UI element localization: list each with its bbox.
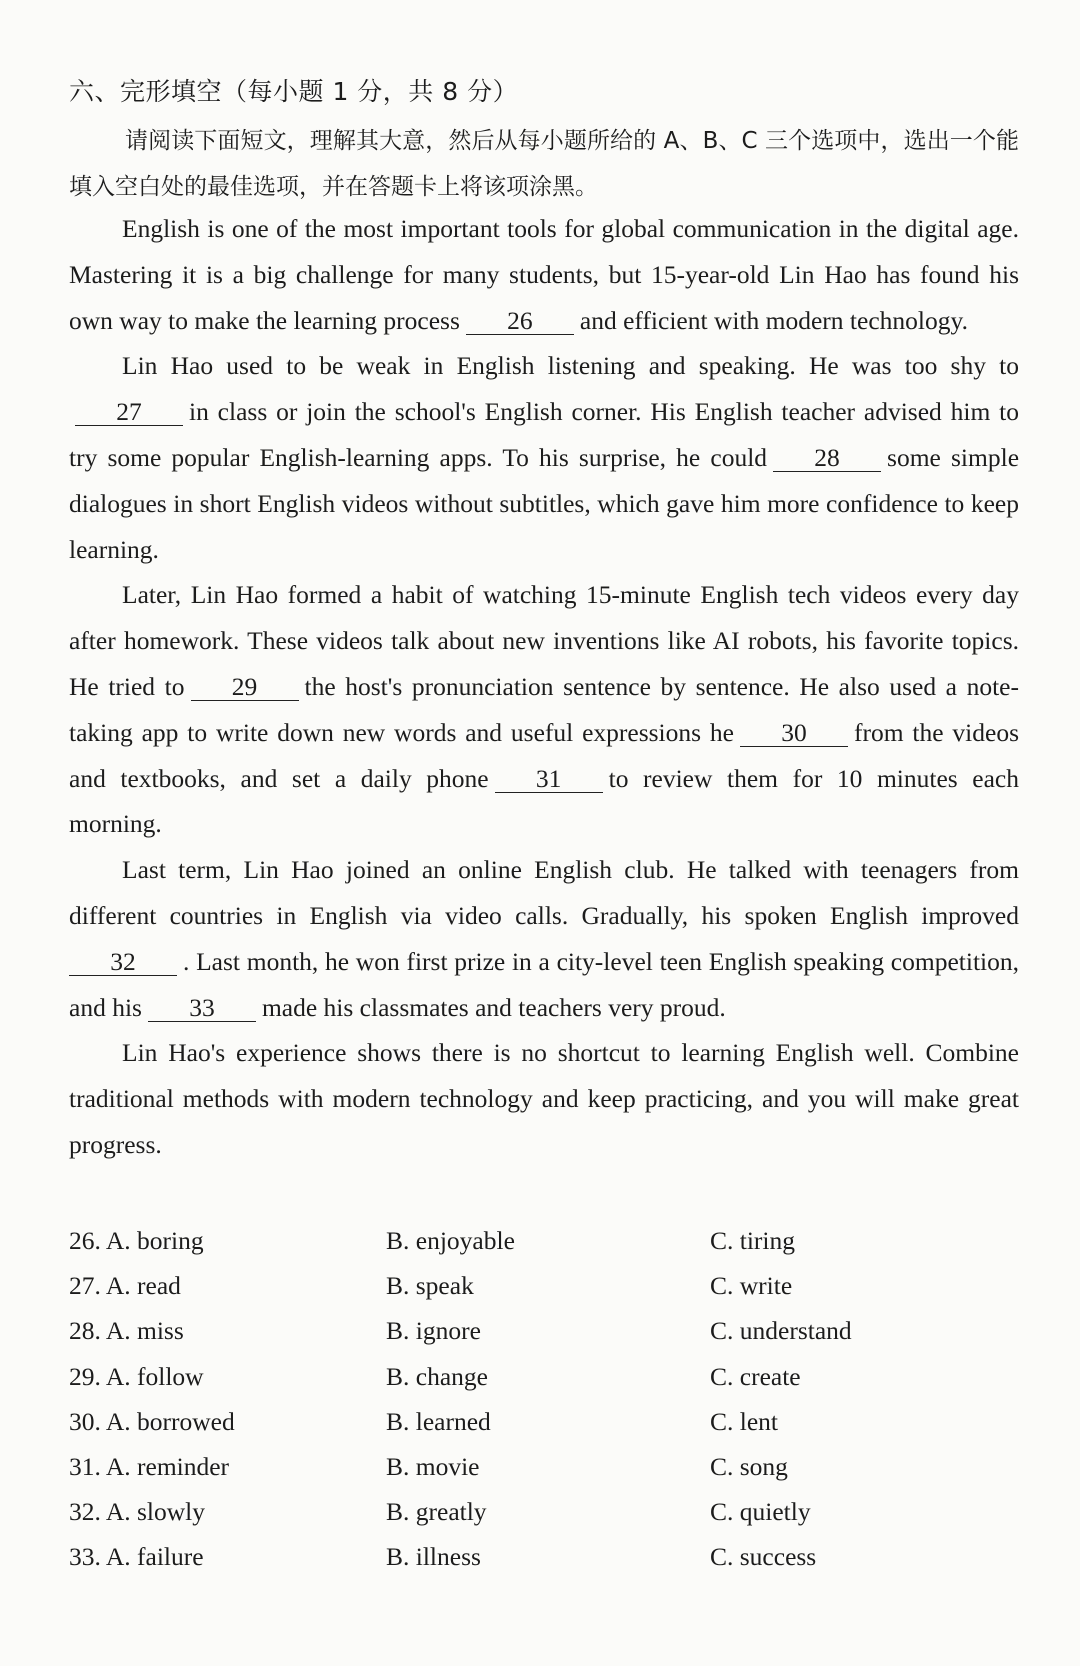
options-list	[69, 1226, 1019, 1588]
option-b: B. illness	[386, 1542, 481, 1572]
text: and efficient with modern technology.	[579, 305, 968, 335]
text: the host's pronunciation sentence by sentence. He also used a note-taking app to write down new words and useful expressions he	[69, 671, 1019, 747]
text: Lin Hao used to be weak in English listening and speaking. He was too shy to	[122, 351, 1019, 381]
option-c: C. write	[710, 1271, 793, 1301]
option-c: C. quietly	[710, 1497, 811, 1527]
option-row-26	[69, 1226, 1019, 1271]
option-a: 31. A. reminder	[69, 1451, 230, 1481]
option-c: C. tiring	[710, 1226, 796, 1255]
option-c: C. lent	[710, 1406, 778, 1436]
option-a: 26. A. boring	[69, 1226, 204, 1255]
option-b: B. ignore	[386, 1316, 481, 1346]
option-row-33	[69, 1542, 1019, 1587]
instructions: 请阅读下面短文，理解其大意，然后从每小题所给的 A、B、C 三个选项中，选出一个能填入空白处的最佳选项，并在答题卡上将该项涂黑。	[69, 128, 1019, 200]
option-row-27	[69, 1271, 1019, 1316]
blank-30: 30	[740, 720, 848, 747]
blank-28: 28	[773, 445, 881, 472]
text: Later, Lin Hao formed a habit of watching 15-minute English tech videos every day after homework. These videos talk about new inventions like AI robots, his favorite topics. He tried to	[69, 580, 1019, 701]
option-a: 33. A. failure	[69, 1542, 204, 1572]
blank-26: 26	[466, 308, 574, 335]
blank-31: 31	[495, 766, 603, 793]
blank-29: 29	[191, 674, 299, 701]
option-b: B. change	[386, 1361, 488, 1391]
text: from the videos and textbooks, and set a daily phone	[69, 717, 1019, 793]
section-title: 六、完形填空（每小题 1 分，共 8 分）	[69, 77, 519, 106]
option-row-32	[69, 1497, 1019, 1542]
text: made his classmates and teachers very proud.	[261, 992, 726, 1022]
option-c: C. create	[710, 1361, 801, 1391]
text: to review them for 10 minutes each morning.	[69, 763, 1020, 839]
paragraph-5: Lin Hao's experience shows there is no shortcut to learning English well. Combine traditional methods with modern technology and keep practicing, and you will make great progress.	[69, 1038, 1019, 1159]
blank-33: 33	[148, 995, 256, 1022]
option-row-28	[69, 1316, 1019, 1361]
option-row-29	[69, 1362, 1019, 1407]
option-a: 27. A. read	[69, 1271, 181, 1301]
passage	[69, 206, 1019, 1168]
paragraph-1	[69, 206, 1019, 343]
option-c: C. song	[710, 1451, 788, 1481]
option-a: 30. A. borrowed	[69, 1406, 235, 1436]
blank-32: 32	[69, 949, 177, 976]
paragraph-2	[69, 343, 1019, 572]
blank-27: 27	[75, 399, 183, 426]
option-row-30	[69, 1407, 1019, 1452]
option-a: 32. A. slowly	[69, 1497, 206, 1527]
option-b: B. speak	[386, 1271, 474, 1301]
text: in class or join the school's English corner. His English teacher advised him to try some popular English-learning apps. To his surprise, he could	[69, 397, 1019, 472]
option-row-31	[69, 1452, 1019, 1497]
text: English is one of the most important tools for global communication in the digital age. Mastering it is a big challenge for many students, but 15-year-old Lin Hao has found his own way to make the learning process	[69, 214, 1019, 335]
option-b: B. learned	[386, 1406, 491, 1436]
paragraph-4	[69, 847, 1019, 1030]
option-a: 28. A. miss	[69, 1316, 184, 1346]
option-b: B. movie	[386, 1451, 480, 1481]
option-c: C. understand	[710, 1316, 852, 1346]
text: some simple dialogues in short English videos without subtitles, which gave him more confidence to keep learning.	[69, 442, 1020, 564]
text: Last term, Lin Hao joined an online English club. He talked with teenagers from different countries in English via video calls. Gradually, his spoken English improved	[69, 855, 1019, 930]
option-b: B. greatly	[386, 1497, 487, 1527]
text: . Last month, he won first prize in a city-level teen English speaking competition, and his	[69, 946, 1019, 1022]
option-c: C. success	[710, 1542, 817, 1572]
option-b: B. enjoyable	[386, 1226, 515, 1255]
option-a: 29. A. follow	[69, 1361, 204, 1391]
paragraph-3	[69, 572, 1019, 847]
